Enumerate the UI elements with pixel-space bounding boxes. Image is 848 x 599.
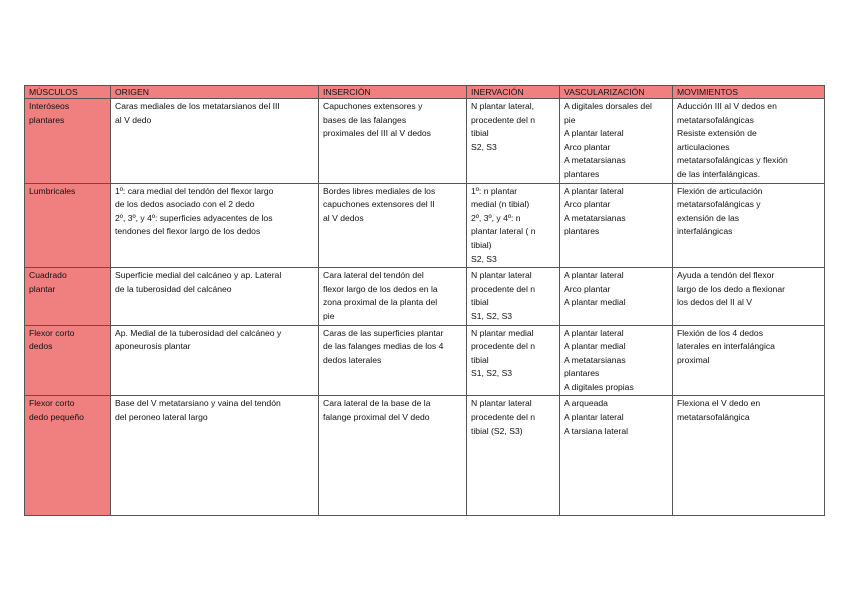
cell-line: 2º, 3º, y 4º: n bbox=[471, 212, 521, 223]
cell-line: plantar lateral ( n bbox=[471, 226, 536, 237]
cell-line: A tarsiana lateral bbox=[564, 425, 629, 436]
inervacion-cell bbox=[467, 99, 560, 184]
insercion-cell bbox=[319, 268, 467, 325]
header-musculos: MÚSCULOS bbox=[25, 86, 111, 99]
cell-line: A plantar medial bbox=[564, 297, 626, 308]
cell-line: 1º: n plantar bbox=[471, 185, 518, 196]
cell-line: Cara lateral del tendón del bbox=[323, 270, 424, 281]
origen-cell bbox=[111, 183, 319, 268]
cell-line: del peroneo lateral largo bbox=[115, 412, 208, 423]
cell-line: proximales del III al V dedos bbox=[323, 128, 431, 139]
cell-line: A metatarsianas bbox=[564, 155, 626, 166]
cell-line: N plantar lateral, bbox=[471, 101, 535, 111]
cell-line: 1º: cara medial del tendón del flexor largo bbox=[115, 185, 274, 196]
cell-line: A digitales dorsales del bbox=[564, 101, 652, 111]
cell-line: A plantar lateral bbox=[564, 327, 624, 338]
cell-line: zona proximal de la planta del bbox=[323, 297, 438, 308]
cell-line: tibial bbox=[471, 128, 489, 139]
cell-line: plantares bbox=[564, 168, 600, 179]
cell-line: A arqueada bbox=[564, 398, 608, 409]
cell-line: A plantar lateral bbox=[564, 412, 624, 423]
vascularizacion-cell bbox=[560, 99, 673, 184]
cell-line: S1, S2, S3 bbox=[471, 368, 513, 379]
cell-line: A plantar lateral bbox=[564, 128, 624, 139]
cell-line: capuchones extensores del II bbox=[323, 199, 435, 210]
cell-line: Interóseos bbox=[29, 101, 70, 111]
cell-line: Superficie medial del calcáneo y ap. Lateral bbox=[115, 270, 282, 281]
vascularizacion-cell bbox=[560, 183, 673, 268]
cell-line: A plantar lateral bbox=[564, 185, 624, 196]
cell-line: aponeurosis plantar bbox=[115, 341, 191, 352]
cell-line: interfalángicas bbox=[677, 226, 733, 237]
cell-line: flexor largo de los dedos en la bbox=[323, 283, 438, 294]
table-row bbox=[25, 325, 825, 396]
cell-line: dedos laterales bbox=[323, 354, 382, 365]
cell-line: N plantar lateral bbox=[471, 398, 532, 409]
origen-cell bbox=[111, 268, 319, 325]
movimientos-cell bbox=[673, 325, 825, 396]
movimientos-cell bbox=[673, 268, 825, 325]
cell-line: procedente del n bbox=[471, 412, 536, 423]
cell-line: Arco plantar bbox=[564, 141, 611, 152]
cell-line: al V dedos bbox=[323, 212, 364, 223]
cell-line: S2, S3 bbox=[471, 253, 497, 264]
vascularizacion-cell bbox=[560, 396, 673, 516]
cell-line: A plantar lateral bbox=[564, 270, 624, 281]
origen-cell bbox=[111, 396, 319, 516]
cell-line: tibial bbox=[471, 354, 489, 365]
inervacion-cell bbox=[467, 396, 560, 516]
cell-line: Flexiona el V dedo en bbox=[677, 398, 761, 409]
cell-line: Lumbricales bbox=[29, 185, 76, 196]
cell-line: N plantar medial bbox=[471, 327, 534, 338]
cell-line: Ap. Medial de la tuberosidad del calcáneo y bbox=[115, 327, 282, 338]
table-row bbox=[25, 268, 825, 325]
cell-line: metatarsofalángicas bbox=[677, 114, 754, 125]
cell-line: Flexión de articulación bbox=[677, 185, 763, 196]
cell-line: de las interfalángicas. bbox=[677, 168, 761, 179]
cell-line: laterales en interfalángica bbox=[677, 341, 775, 352]
inervacion-cell bbox=[467, 268, 560, 325]
header-inervacion: INERVACIÓN bbox=[467, 86, 560, 99]
cell-line: Arco plantar bbox=[564, 283, 611, 294]
muscle-cell bbox=[25, 183, 111, 268]
cell-line: Arco plantar bbox=[564, 199, 611, 210]
cell-line: plantar bbox=[29, 283, 56, 294]
cell-line: procedente del n bbox=[471, 114, 536, 125]
cell-line: Flexor corto bbox=[29, 327, 75, 338]
cell-line: pie bbox=[323, 310, 335, 321]
cell-line: dedos bbox=[29, 341, 53, 352]
cell-line: largo de los dedo a flexionar bbox=[677, 283, 785, 294]
insercion-cell bbox=[319, 325, 467, 396]
cell-line: Cara lateral de la base de la bbox=[323, 398, 431, 409]
cell-line: al V dedo bbox=[115, 114, 152, 125]
cell-line: Resiste extensión de bbox=[677, 128, 757, 139]
cell-line: de las falanges medias de los 4 bbox=[323, 341, 444, 352]
origen-cell bbox=[111, 325, 319, 396]
muscle-cell bbox=[25, 325, 111, 396]
movimientos-cell bbox=[673, 396, 825, 516]
header-insercion: INSERCIÓN bbox=[319, 86, 467, 99]
cell-line: Cuadrado bbox=[29, 270, 67, 281]
cell-line: pie bbox=[564, 114, 576, 125]
cell-line: Aducción III al V dedos en bbox=[677, 101, 777, 111]
inervacion-cell bbox=[467, 183, 560, 268]
cell-line: plantares bbox=[29, 114, 65, 125]
cell-line: plantares bbox=[564, 226, 600, 237]
cell-line: Flexor corto bbox=[29, 398, 75, 409]
cell-line: falange proximal del V dedo bbox=[323, 412, 430, 423]
cell-line: plantares bbox=[564, 368, 600, 379]
cell-line: los dedos del II al V bbox=[677, 297, 753, 308]
cell-line: Flexión de los 4 dedos bbox=[677, 327, 763, 338]
table-row bbox=[25, 99, 825, 184]
movimientos-cell bbox=[673, 183, 825, 268]
cell-line: Ayuda a tendón del flexor bbox=[677, 270, 775, 281]
cell-line: de los dedos asociado con el 2 dedo bbox=[115, 199, 255, 210]
cell-line: de la tuberosidad del calcáneo bbox=[115, 283, 232, 294]
cell-line: Bordes libres mediales de los bbox=[323, 185, 436, 196]
cell-line: medial (n tibial) bbox=[471, 199, 530, 210]
cell-line: tendones del flexor largo de los dedos bbox=[115, 226, 261, 237]
header-movimientos: MOVIMIENTOS bbox=[673, 86, 825, 99]
insercion-cell bbox=[319, 99, 467, 184]
cell-line: metatarsofalángicas y flexión bbox=[677, 155, 788, 166]
cell-line: metatarsofalángicas y bbox=[677, 199, 761, 210]
cell-line: dedo pequeño bbox=[29, 412, 84, 423]
cell-line: A plantar medial bbox=[564, 341, 626, 352]
muscle-cell bbox=[25, 396, 111, 516]
cell-line: tibial bbox=[471, 297, 489, 308]
cell-line: tibial (S2, S3) bbox=[471, 425, 523, 436]
cell-line: S1, S2, S3 bbox=[471, 310, 513, 321]
movimientos-cell bbox=[673, 99, 825, 184]
insercion-cell bbox=[319, 183, 467, 268]
cell-line: tibial) bbox=[471, 239, 492, 250]
cell-line: S2, S3 bbox=[471, 141, 497, 152]
cell-line: A metatarsianas bbox=[564, 354, 626, 365]
muscle-cell bbox=[25, 99, 111, 184]
table-row bbox=[25, 183, 825, 268]
cell-line: A metatarsianas bbox=[564, 212, 626, 223]
muscle-cell bbox=[25, 268, 111, 325]
header-row bbox=[25, 86, 825, 99]
cell-line: Base del V metatarsiano y vaina del tendón bbox=[115, 398, 281, 409]
vascularizacion-cell bbox=[560, 325, 673, 396]
cell-line: 2º, 3º, y 4º: superficies adyacentes de los bbox=[115, 212, 273, 223]
cell-line: N plantar lateral bbox=[471, 270, 532, 281]
muscles-table bbox=[24, 85, 825, 516]
cell-line: proximal bbox=[677, 354, 710, 365]
cell-line: articulaciones bbox=[677, 141, 730, 152]
cell-line: Caras mediales de los metatarsianos del III bbox=[115, 101, 280, 111]
vascularizacion-cell bbox=[560, 268, 673, 325]
origen-cell bbox=[111, 99, 319, 184]
header-vascularizacion: VASCULARIZACIÓN bbox=[560, 86, 673, 99]
cell-line: A digitales propias bbox=[564, 381, 634, 392]
cell-line: Caras de las superficies plantar bbox=[323, 327, 444, 338]
cell-line: procedente del n bbox=[471, 283, 536, 294]
inervacion-cell bbox=[467, 325, 560, 396]
table-row bbox=[25, 396, 825, 516]
cell-line: Capuchones extensores y bbox=[323, 101, 423, 111]
header-origen: ORIGEN bbox=[111, 86, 319, 99]
insercion-cell bbox=[319, 396, 467, 516]
cell-line: extensión de las bbox=[677, 212, 740, 223]
cell-line: procedente del n bbox=[471, 341, 536, 352]
cell-line: bases de las falanges bbox=[323, 114, 407, 125]
cell-line: metatarsofalángica bbox=[677, 412, 750, 423]
